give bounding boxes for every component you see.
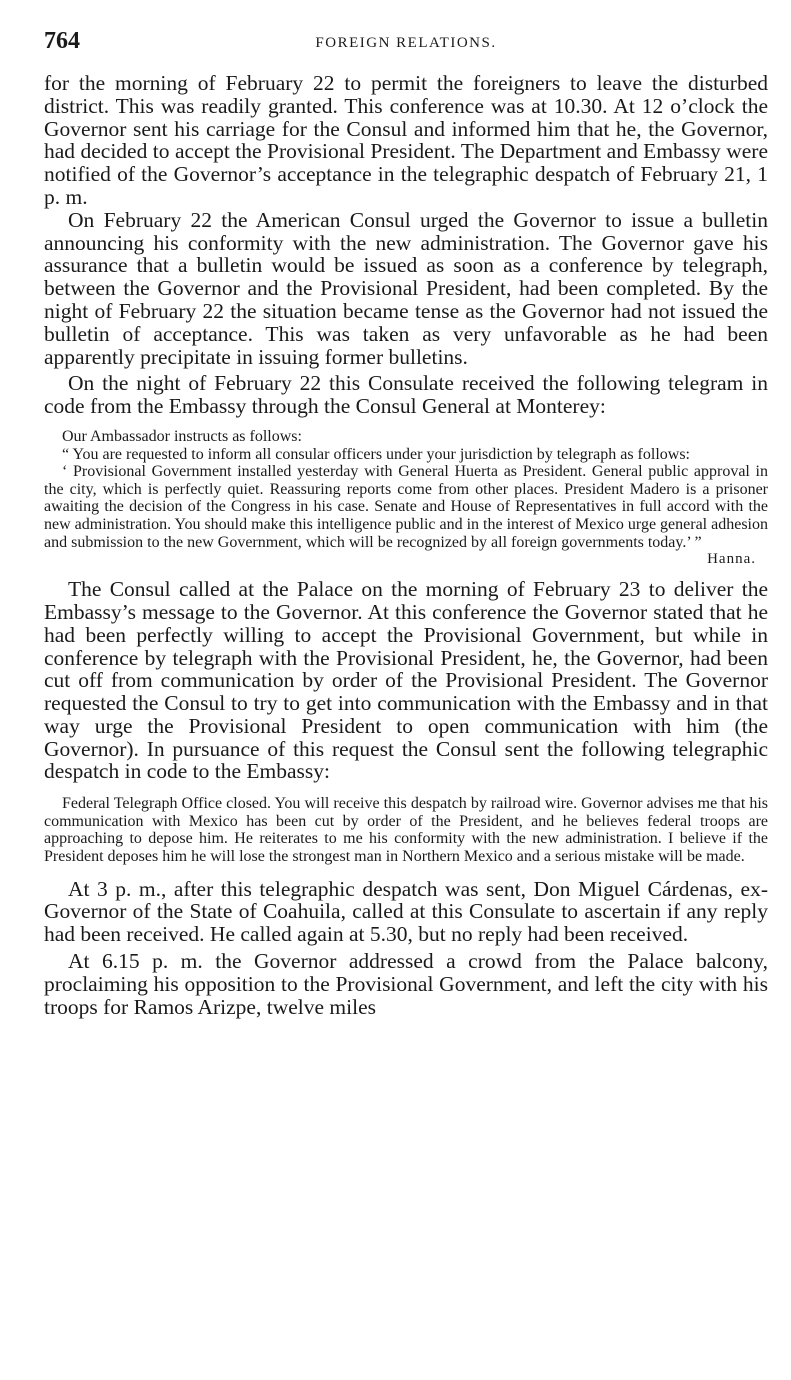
quote-1-line-3: ‘ Provisional Government installed yesterday with General Huerta as President. General public approval in the city, which is perfectly quiet. Reassuring reports come from other places. President Madero is a prisoner awaiting the decision of the Congress in his case. Senate and House of Representatives in full accord with the new administration. You should make this intelligence public and in the interest of Mexico urge general adhesion and submission to the new Government, which will be recognized by all foreign governments today.’ ” — [44, 463, 768, 551]
quoted-telegram-2 — [44, 795, 768, 865]
page-number: 764 — [44, 28, 80, 54]
quote-1-line-1: Our Ambassador instructs as follows: — [62, 427, 302, 445]
page-header — [44, 28, 768, 58]
paragraph-4: The Consul called at the Palace on the morning of February 23 to deliver the Embassy’s message to the Governor. At this conference the Governor stated that he had been perfectly willing to accept the Provisional Government, but while in conference by telegraph with the Provisional President, he, the Governor, had been cut off from communication by order of the Provisional President. The Governor requested the Consul to try to get into communication with the Embassy and in that way urge the Provisional President to open communication with him (the Governor). In pursuance of this request the Consul sent the following telegraphic despatch in code to the Embassy: — [44, 577, 768, 784]
paragraph-6: At 6.15 p. m. the Governor addressed a crowd from the Palace balcony, proclaiming his opposition to the Provisional Government, and left the city with his troops for Ramos Arizpe, twelve miles — [44, 949, 768, 1019]
paragraph-2: On February 22 the American Consul urged the Governor to issue a bulletin announcing his conformity with the new administration. The Governor gave his assurance that a bulletin would be issued as soon as a conference by telegraph, between the Governor and the Provisional President, had been completed. By the night of February 22 the situation became tense as the Governor had not issued the bulletin of acceptance. This was taken as very unfavorable as he had been apparently precipitate in issuing former bulletins. — [44, 207, 768, 369]
paragraph-3: On the night of February 22 this Consulate received the following telegram in code from the Embassy through the Consul General at Monterey: — [44, 371, 768, 419]
document-body — [44, 72, 768, 1018]
paragraph-1: for the morning of February 22 to permit the foreigners to leave the disturbed district. This was readily granted. This conference was at 10.30. At 12 o’clock the Governor sent his carriage for the Consul and informed him that he, the Governor, had decided to accept the Provisional President. The Department and Embassy were notified of the Governor’s acceptance in the telegraphic despatch of February 21, 1 p. m. — [44, 71, 768, 209]
quoted-telegram-1 — [44, 428, 768, 551]
quote-1-line-2: “ You are requested to inform all consular officers under your jurisdiction by telegraph as follows: — [62, 445, 690, 463]
running-title: FOREIGN RELATIONS. — [315, 35, 497, 51]
quote-2: Federal Telegraph Office closed. You will receive this despatch by railroad wire. Governor advises me that his communication with Mexico has been cut by order of the President, and he believes federal troops are approaching to depose him. He reiterates to me his conformity with the new administration. I believe if the President deposes him he will lose the strongest man in Northern Mexico and a serious mistake will be made. — [44, 795, 768, 866]
signature: Hanna. — [707, 551, 756, 568]
paragraph-5: At 3 p. m., after this telegraphic despatch was sent, Don Miguel Cárdenas, ex-Governor of the State of Coahuila, called at this Consulate to ascertain if any reply had been received. He called again at 5.30, but no reply had been received. — [44, 876, 768, 947]
